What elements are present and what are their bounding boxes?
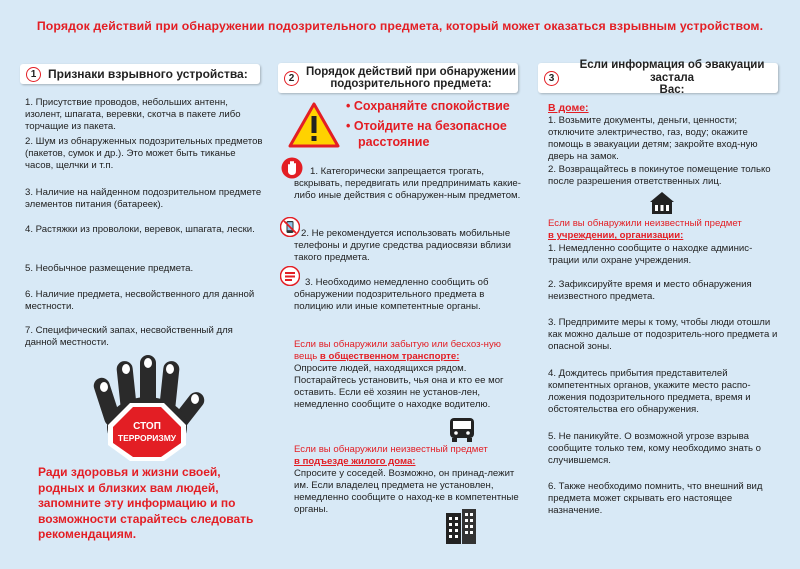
col1-item-6: 6. Наличие предмета, несвойственного для данной местности. [25, 289, 255, 312]
bullet-distance-2: расстояние [358, 135, 430, 149]
col1-item-1: 1. Присутствие проводов, небольших антенн, изолент, шпагата, веревки, скотча в пакете либо торчащие из пакета. [25, 97, 241, 132]
col2-number: 2 [284, 71, 299, 86]
col2-header [278, 63, 518, 93]
home-item-1: 1. Возьмите документы, деньги, ценности; отключите электричество, газ, воду; окажите помощь в эвакуации детям; закройте вход-ную дверь на замок. [548, 115, 758, 162]
org-item-4: 4. Дождитесь прибытия представителей компетентных органов, укажите место распо-ложения подозрительного предмета, время и обстоятельства его обнаружения. [548, 368, 751, 415]
stop-sign-word-2: ТЕРРОРИЗМУ [117, 433, 177, 443]
bullet-distance: • Отойдите на безопасное [346, 119, 507, 133]
col1-item-2: 2. Шум из обнаруженных подозрительных предметов (пакетов, сумок и др.). Это может быть тиканье часов, щелчки и т.п. [25, 136, 263, 171]
entrance-section [294, 444, 520, 516]
entrance-intro: Если вы обнаружили неизвестный предмет [294, 444, 488, 455]
apartment-building-icon [444, 509, 478, 545]
col2-heading-line1: Порядок действий при обнаружении [306, 65, 516, 78]
org-section-heading [548, 218, 780, 242]
home-label: В доме: [548, 102, 589, 114]
org-place: в учреждении, организации: [548, 230, 684, 241]
col3-heading-line2: Вас: [659, 84, 685, 97]
house-icon [649, 191, 675, 215]
col2-item-3: 3. Необходимо немедленно сообщить об обнаружении подозрительного предмета в полицию или иные компетентные органы. [294, 277, 489, 312]
transport-text: Опросите людей, находящихся рядом. Постарайтесь установить, чья она и кто ее мог оставить. Если её хозяин не установ-лен, немедленно сообщите о находке водителю. [294, 363, 504, 410]
entrance-text: Спросите у соседей. Возможно, он принад-лежит им. Если владелец предмета не установлен, немедленно сообщите о наход-ке в компетентные органы. [294, 468, 519, 515]
org-item-6: 6. Также необходимо помнить, что внешний вид предмета может скрывать его настоящее назначение. [548, 481, 763, 516]
stop-sign-word: СТОП [133, 421, 161, 432]
col1-item-3: 3. Наличие на найденном подозрительном предмете элементов питания (батареек). [25, 187, 262, 210]
col1-item-4: 4. Растяжки из проволоки, веревок, шпагата, лески. [25, 224, 255, 235]
entrance-place: в подъезде жилого дома: [294, 456, 416, 467]
col3-number: 3 [544, 71, 559, 86]
col1-item-7: 7. Специфический запах, несвойственный для данной местности. [25, 325, 233, 348]
org-item-3: 3. Предпримите меры к тому, чтобы люди отошли как можно дальше от подозритель-ного предмета и опасной зоны. [548, 317, 778, 352]
transport-place: в общественном транспорте: [319, 351, 460, 362]
col1-number: 1 [26, 67, 41, 82]
stop-terrorism-hand-icon [85, 349, 215, 461]
warning-triangle-icon [287, 101, 341, 149]
col1-item-5: 5. Необычное размещение предмета. [25, 263, 194, 274]
col3-header [538, 59, 778, 97]
bus-icon [447, 416, 477, 444]
org-intro: Если вы обнаружили неизвестный предмет [548, 218, 742, 229]
col1-header [20, 64, 260, 84]
home-item-2: 2. Возвращайтесь в покинутое помещение только после разрешения ответственных лиц. [548, 164, 771, 187]
org-item-5: 5. Не паникуйте. О возможной угрозе взрыва сообщите только тем, кому необходимо знать о случившемся. [548, 431, 762, 466]
col1-heading: Признаки взрывного устройства: [48, 67, 248, 81]
page-title: Порядок действий при обнаружении подозрительного предмета, который может оказаться взрывным устройством. [36, 19, 764, 33]
transport-intro: Если вы обнаружили забытую или бесхоз-ную вещь [294, 339, 501, 362]
transport-section [294, 339, 520, 411]
col3-heading-line1: Если информация об эвакуации застала [579, 59, 765, 84]
col1-footer: Ради здоровья и жизни своей, родных и близких вам людей, запомните эту информацию и по возможности старайтесь следовать рекомендациям. [38, 465, 254, 541]
col2-heading-line2: подозрительного предмета: [330, 78, 492, 90]
col2-item-2: 2. Не рекомендуется использовать мобильные телефоны и другие средства радиосвязи вблизи такого предмета. [294, 228, 512, 263]
col2-item-1: 1. Категорически запрещается трогать, вскрывать, передвигать или предпринимать какие- либо иные действия с обнаружен-ным предметом. [294, 166, 521, 201]
bullet-calm: • Сохраняйте спокойствие [346, 99, 510, 113]
org-item-2: 2. Зафиксируйте время и место обнаружения неизвестного предмета. [548, 279, 752, 302]
org-item-1: 1. Немедленно сообщите о находке админис-трации или охране учреждения. [548, 243, 753, 266]
